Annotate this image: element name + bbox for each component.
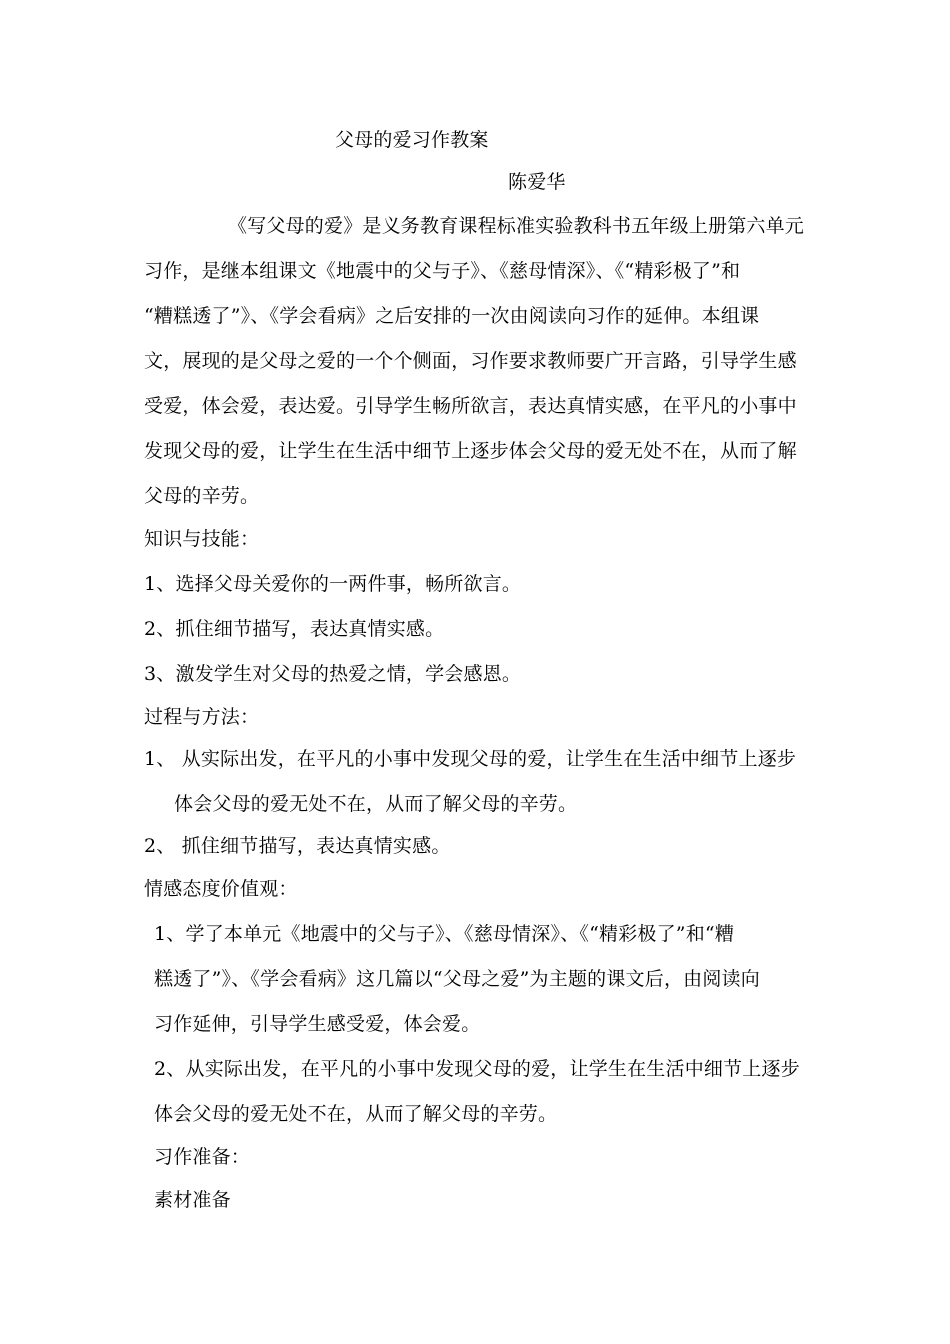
intro-line: 发现父母的爱，让学生在生活中细节上逐步体会父母的爱无处不在，从而了解	[144, 440, 797, 462]
intro-line: 文，展现的是父母之爱的一个个侧面，习作要求教师要广开言路，引导学生感	[144, 350, 797, 372]
emotion-item: 体会父母的爱无处不在，从而了解父母的辛劳。	[154, 1103, 558, 1125]
section-heading-process: 过程与方法：	[144, 706, 260, 728]
intro-line: 受爱，体会爱，表达爱。引导学生畅所欲言，表达真情实感，在平凡的小事中	[144, 395, 797, 417]
process-item: 1、 从实际出发，在平凡的小事中发现父母的爱，让学生在生活中细节上逐步	[144, 748, 797, 770]
document-title: 父母的爱习作教案	[335, 129, 489, 151]
knowledge-item: 1、选择父母关爱你的一两件事，畅所欲言。	[144, 573, 522, 595]
prep-subheading: 素材准备	[154, 1189, 231, 1211]
process-item-continuation: 体会父母的爱无处不在，从而了解父母的辛劳。	[174, 793, 578, 815]
intro-line: 《写父母的爱》是义务教育课程标准实验教科书五年级上册第六单元	[228, 215, 805, 237]
knowledge-item: 3、激发学生对父母的热爱之情，学会感恩。	[144, 663, 522, 685]
knowledge-item: 2、抓住细节描写，表达真情实感。	[144, 618, 445, 640]
emotion-item: 糕透了”》、《学会看病》这几篇以“父母之爱”为主题的课文后，由阅读向	[154, 968, 760, 990]
process-item: 2、 抓住细节描写，表达真情实感。	[144, 835, 451, 857]
emotion-item: 1、学了本单元《地震中的父与子》、《慈母情深》、《“精彩极了”和“糟	[154, 923, 735, 945]
section-heading-prep: 习作准备：	[154, 1146, 251, 1168]
emotion-item: 2、从实际出发，在平凡的小事中发现父母的爱，让学生在生活中细节上逐步	[154, 1058, 800, 1080]
section-heading-knowledge: 知识与技能：	[144, 528, 260, 550]
intro-line: “糟糕透了”》、《学会看病》之后安排的一次由阅读向习作的延伸。本组课	[144, 305, 760, 327]
emotion-item: 习作延伸，引导学生感受爱，体会爱。	[154, 1013, 481, 1035]
document-author: 陈爱华	[508, 171, 566, 193]
intro-line: 父母的辛劳。	[144, 485, 260, 507]
intro-line: 习作，是继本组课文《地震中的父与子》、《慈母情深》、《“精彩极了”和	[144, 260, 741, 282]
section-heading-emotion: 情感态度价值观：	[144, 878, 298, 900]
